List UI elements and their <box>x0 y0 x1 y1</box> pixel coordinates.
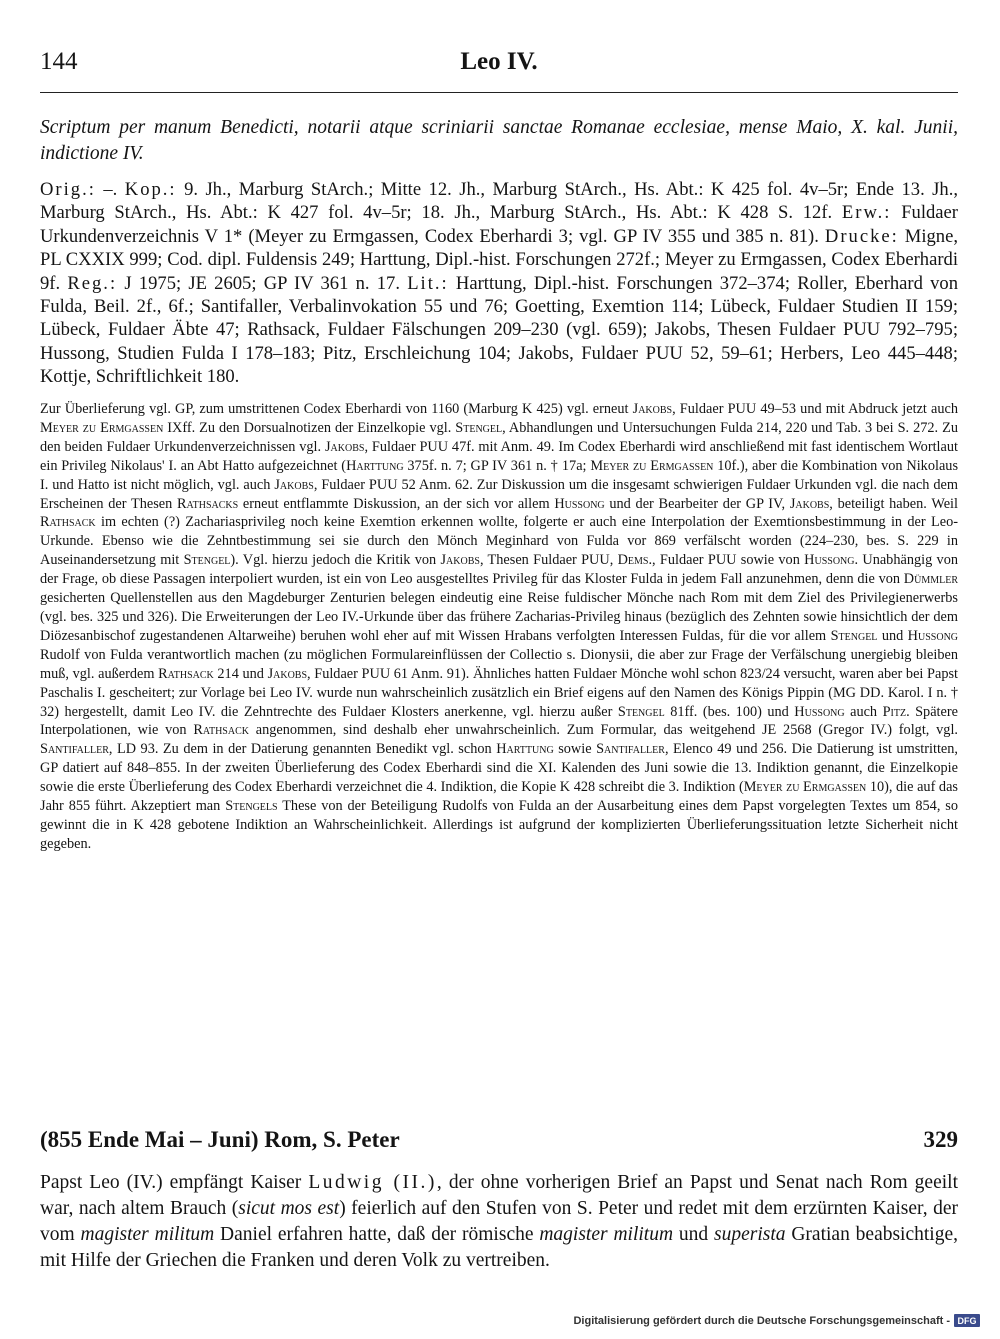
commentary-text: , beteiligt haben. Weil <box>829 495 958 512</box>
commentary-text: ). Vgl. hierzu jedoch die Kritik von <box>230 552 441 569</box>
commentary-text: , LD 93. Zu dem in der Datierung genannten Benedikt vgl. schon <box>108 741 497 758</box>
author-name: Stengel <box>830 627 878 644</box>
author-name: Rathsack <box>40 514 96 531</box>
commentary-text: und der Bearbeiter der GP IV, <box>604 495 790 512</box>
author-name: Stengel <box>183 552 231 569</box>
commentary-text: gesicherten Quellenstellen aus den Magdeburger Zenturien belegen eindeutig eine Reise fuldischer Mönche nach Rom mit dem Ziel des Privilegienerwerbs (vgl. bes. 325 und 326). Die Erweiterungen der Leo IV.-Urkunde über das frühere Zacharias-Privileg hinaus (bezüglich des Zehnten sowie hinsichtlich der dem Diözesanbischof zugestandenen Altarweihe) beruhen wohl eher auf mit Wissen Hrabans verfolgten Interessen Fuldas, für die vor allem <box>40 590 958 644</box>
regest-segment: , der ohne vorherigen Brief an Papst und Senat nach Rom geeilt war, nach altem Brauch ( <box>40 1172 958 1219</box>
author-name: Stengel <box>455 419 503 436</box>
commentary-text: , Fuldaer PUU 61 Anm. 91). Ähnliches hatten Fuldaer Mönche wohl schon 823/24 versucht, waren aber bei Papst Paschalis I. gescheitert; zur Vorlage bei Leo IV. wurde nun wahrscheinlich zusätzlich ein Brief eigens auf den Namen des Königs Pippin (MG DD. Karol. I n. † 32) hergestellt, damit Leo IV. die Zehntrechte des Fuldaer Klosters anerkenne, vgl. hierzu außer <box>40 665 958 720</box>
running-title: Leo IV. <box>460 48 538 75</box>
author-name: Jakobs <box>632 401 673 417</box>
reg-text: J 1975; JE 2605; GP IV 361 n. 17. <box>124 272 400 294</box>
author-name: Santifaller <box>40 741 109 758</box>
digitization-credit <box>573 1314 980 1327</box>
commentary-text: , Fuldaer PUU 47f. mit Anm. 49. Im Codex Eberhardi wird anschließend mit fast identischem Wortlaut ein Privileg Nikolaus' I. an Abt Hatto aufgezeichnet ( <box>40 438 958 474</box>
author-name: Rathsack <box>193 722 249 739</box>
author-name: Stengel <box>617 703 665 720</box>
author-name: Hussong <box>907 627 959 644</box>
author-name: Santifaller <box>596 741 665 758</box>
commentary-text: , Fuldaer PUU 52 Anm. 62. Zur Diskussion um die insgesamt schwierigen Fuldaer Urkunden vgl. die nach dem Erscheinen der Thesen <box>40 476 958 512</box>
author-name: Rathsack <box>158 665 214 682</box>
commentary-text: . Spätere Interpolationen, wie von <box>40 703 958 739</box>
author-name: Meyer zu Ermgassen <box>743 779 867 796</box>
commentary-text: im echten (?) Zachariasprivileg noch keine Exemtion erkennen wollte, folgerte er auch eine Interpolation der Exemtionsbestimmung in der Leo-Urkunde. Ebenso wie die Zehntbestimmung sei sie durch den Mönch Meginhard von Fulda vor 869 verfälscht worden (224–230, bes. S. 229 in Auseinandersetzung mit <box>40 514 958 569</box>
author-name: Harttung <box>496 741 554 758</box>
latin-phrase: magister militum <box>539 1224 674 1245</box>
commentary-text: Zur Überlieferung vgl. GP, zum umstrittenen Codex Eberhardi von 1160 (Marburg K 425) vgl. erneut <box>40 401 633 417</box>
regest-segment: Daniel erfahren hatte, daß der römische <box>214 1224 540 1245</box>
commentary-text: 214 und <box>213 665 268 682</box>
drucke-label: Drucke: <box>824 225 899 247</box>
page-header <box>40 48 958 82</box>
commentary-text: , Elenco 49 und 256. Die Datierung ist umstritten, GP datiert auf 848–855. In der zweiten Überlieferung des Codex Eberhardi sind die XI. Kalenden des Juni sowie die 13. Indiktion genannt, die Einzelkopie sowie die erste Überlieferung des Codex Eberhardi verzeichnet die 4. Indiktion, die Kopie K 428 schreibt die 3. Indiktion ( <box>40 741 958 796</box>
author-name: Harttung <box>346 457 404 474</box>
commentary-text: , Fuldaer PUU sowie von <box>652 552 805 569</box>
commentary-text: auch <box>844 703 883 720</box>
author-name: Jakobs <box>440 552 480 569</box>
document-subscription: Scriptum per manum Benedicti, notarii atque scriniarii sanctae Romanae ecclesiae, mense Maio, X. kal. Junii, indictione IV. <box>40 117 958 164</box>
commentary-text: , Fuldaer PUU 49–53 und mit Abdruck jetzt auch <box>672 401 958 417</box>
orig-text: –. <box>103 179 118 200</box>
author-name: Jakobs <box>789 495 830 512</box>
commentary-text: angenommen, sind deshalb eher unwahrscheinlich. Zum Formular, das weitgehend JE 2568 (Gregor IV.) folgt, vgl. <box>248 722 958 739</box>
author-name: Meyer zu Ermgassen <box>590 457 714 474</box>
erw-text: Fuldaer Urkundenverzeichnis V 1* (Meyer zu Ermgassen, Codex Eberhardi 3; vgl. GP IV 355 und 385 n. 81). <box>40 202 958 247</box>
author-name: Hussong <box>794 703 845 720</box>
commentary-text: These von der Beteiligung Rudolfs von Fulda an der Ausarbeitung eines dem Papst vorgelegten Textes um 854, so gewinnt die in K 428 gebotene Indiktion an Wahrscheinlichkeit. Allerdings ist aufgrund der komplizierten Überlieferungssituation letzte Sicherheit nicht gegeben. <box>40 798 958 852</box>
commentary-text: 10f.), aber die Kombination von Nikolaus I. und Hatto ist nicht möglich, vgl. auch <box>40 457 959 493</box>
author-name: Rathsacks <box>176 495 239 512</box>
author-name: Stengels <box>225 798 278 815</box>
author-name: Hussong <box>804 552 855 569</box>
drucke-text: Migne, PL CXXIX 999; Cod. dipl. Fuldensis 249; Harttung, Dipl.-hist. Forschungen 272f.; Meyer zu Ermgassen, Codex Eberhardi 9f. <box>40 225 958 294</box>
commentary-text: 375f. n. 7; GP IV 361 n. † 17a; <box>403 457 591 474</box>
source-apparatus <box>40 178 958 389</box>
credit-text: Digitalisierung gefördert durch die Deutsche Forschungsgemeinschaft - <box>573 1314 950 1327</box>
regest-number: 329 <box>923 1127 958 1152</box>
regest-segment: und <box>673 1224 714 1245</box>
commentary-text: sowie <box>553 741 597 758</box>
commentary-text: 81ff. (bes. 100) und <box>664 703 795 720</box>
commentary-text: IXff. Zu den Dorsualnotizen der Einzelkopie vgl. <box>163 419 456 436</box>
author-name: Dümmler <box>903 571 958 588</box>
regest-segment: ) feierlich auf den Stufen von S. Peter und redet mit dem erzürnten Kaiser, der vom <box>40 1198 958 1245</box>
regest-segment: Papst Leo (IV.) empfängt Kaiser <box>40 1172 309 1193</box>
commentary-text: 10), die auf das Jahr 855 führt. Akzeptiert man <box>40 779 958 815</box>
commentary-text: . Unabhängig von der Frage, ob diese Passagen interpoliert wurden, ist ein von Leo ausgestelltes Privileg für das Kloster Fulda in jedem Fall anzunehmen, denn die von <box>40 552 958 588</box>
commentary <box>40 400 958 854</box>
regest-segment: Gratian beabsichtige, mit Hilfe der Griechen die Franken und deren Volk zu vertreiben. <box>40 1224 958 1271</box>
author-name: Jakobs <box>324 438 365 455</box>
author-name: Pitz <box>882 703 907 720</box>
latin-phrase: magister militum <box>80 1224 215 1245</box>
page-number: 144 <box>40 48 78 75</box>
dfg-logo: DFG <box>954 1314 980 1327</box>
latin-phrase: superista <box>713 1224 786 1245</box>
reg-label: Reg.: <box>67 272 118 294</box>
emperor-name: Ludwig (II.) <box>308 1172 437 1193</box>
orig-label: Orig.: <box>40 179 96 200</box>
regest-title: (855 Ende Mai – Juni) Rom, S. Peter <box>40 1127 400 1152</box>
lit-text: Harttung, Dipl.-hist. Forschungen 372–374; Roller, Eberhard von Fulda, Beil. 2f., 6f.; Santifaller, Verbalinvokation 55 und 76; Goetting, Exemtion 114; Lübeck, Fuldaer Studien II 159; Lübeck, Fuldaer Äbte 47; Rathsack, Fuldaer Fälschungen 209–230 (vgl. 659); Jakobs, Thesen Fuldaer PUU 792–795; Hussong, Studien Fulda I 178–183; Pitz, Erschleichung 104; Jakobs, Fuldaer PUU 52, 59–61; Herbers, Leo 445–448; Kottje, Schriftlichkeit 180. <box>40 272 959 388</box>
lit-label: Lit.: <box>407 272 449 294</box>
commentary-text: Rudolf von Fulda verantwortlich machen (zu möglichen Formulareinflüssen der Collectio s. Dionysii, die aber zur Frage der Verfälschung unergiebig bleiben muß, vgl. außerdem <box>40 646 958 682</box>
commentary-text: , Thesen Fuldaer PUU, <box>479 552 618 569</box>
commentary-text: erneut entflammte Diskussion, an der sich vor allem <box>238 495 555 512</box>
kop-text: 9. Jh., Marburg StArch.; Mitte 12. Jh., Marburg StArch., Hs. Abt.: K 425 fol. 4v–5r; Ende 13. Jh., Marburg StArch., Hs. Abt.: K 427 fol. 4v–5r; 18. Jh., Marburg StArch., Hs. Abt.: K 428 S. 12f. <box>40 179 959 224</box>
header-rule <box>40 92 958 93</box>
latin-phrase: sicut mos est <box>238 1198 340 1219</box>
commentary-text: und <box>877 627 908 644</box>
regest-text <box>40 1170 958 1274</box>
author-name: Hussong <box>554 495 605 512</box>
author-name: Jakobs <box>274 476 314 493</box>
author-name: Jakobs <box>267 665 308 682</box>
commentary-text: , Abhandlungen und Untersuchungen Fulda 214, 220 und Tab. 3 bei S. 272. Zu den beiden Fuldaer Urkundenverzeichnissen vgl. <box>40 419 958 455</box>
erw-label: Erw.: <box>841 202 892 224</box>
kop-label: Kop.: <box>124 179 177 200</box>
author-name: Meyer zu Ermgassen <box>40 419 164 436</box>
author-name: Dems. <box>617 552 653 569</box>
